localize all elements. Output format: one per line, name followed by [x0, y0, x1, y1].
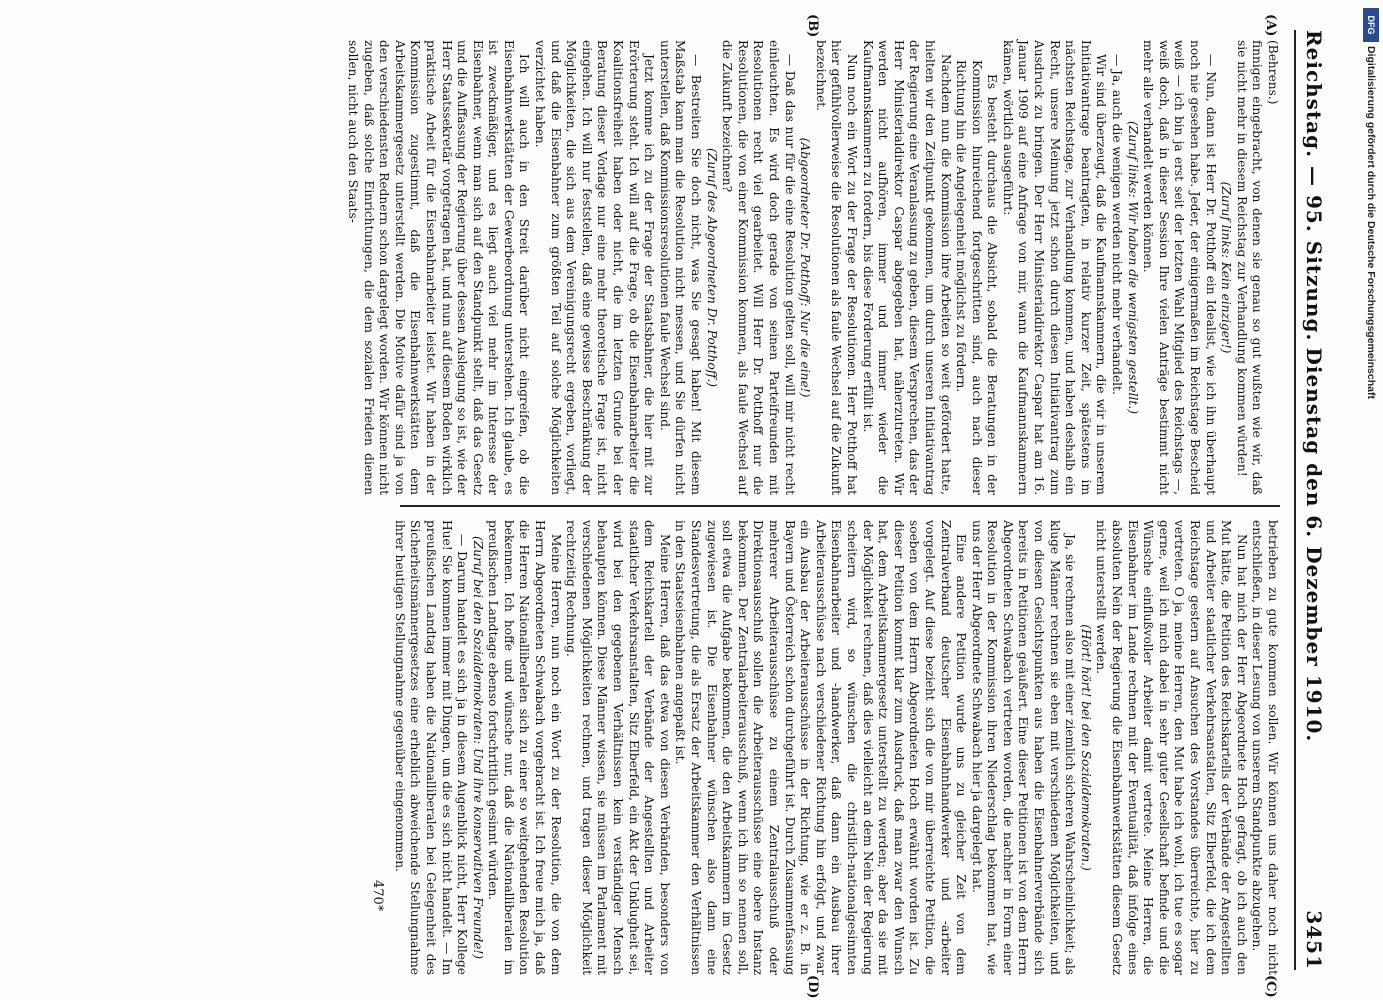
- column-left: [344, 40, 1280, 495]
- paragraph: — Bestreiten Sie doch nicht, was Sie gesagt haben! Mit diesem Maßstab kann man die Resolution nicht messen, und Sie dürfen nicht unterstellen, daß Kommissionsresolutionen faule Wechsel sind.: [657, 40, 704, 495]
- header-left: Reichstag. — 95. Sitzung.: [1302, 30, 1326, 342]
- rotated-page-content: [50, 0, 1340, 1000]
- interjection: (Zuruf des Abgeordneten Dr. Potthoff.): [704, 147, 719, 388]
- page-header: [1294, 30, 1330, 970]
- interjection: (Zuruf links: Kein einziger!): [1219, 181, 1234, 354]
- paragraph: finnigen eingebracht, von denen sie genau so gut wußten wie wir, daß sie nicht mehr in diesem Reichstag zur Verhandlung kommen würden!: [1234, 40, 1265, 495]
- paragraph: Eine andere Petition wurde uns zu gleicher Zeit von dem Zentralverband deutscher Eisenbahnhandwerker und -arbeiter vorgelegt. Auf diese bezieht sich die von mir überreichte Petition, die soeben von dem Herrn Abgeordneten Hoch erwähnt worden ist. Zu dieser Petition kommt klar zum Ausdruck, daß man zwar den Wunsch hat, dem Arbeitskammergesetz unterstellt zu werden; aber da sie mit der Möglichkeit rechnen, daß dies vielleicht an dem Nein der Regierung scheitern wird, so wünschen die christlich-nationalgesinnten Eisenbahnarbeiter und -handwerker, daß dann ein Ausbau ihrer Arbeiterausschüsse nach verschiedener Richtung hin erfolgt, und zwar ein Ausbau der Arbeiterausschüsse in der Richtung, wie er z. B. in Bayern und Österreich schon durchgeführt ist. Durch Zusammenfassung mehrerer Arbeiterausschüsse zu einem Zentralausschuß oder Direktionsausschuß sollen die Arbeiterausschüsse eine obere Instanz bekommen. Der Zentralarbeiterausschuß, wenn ich ihn so nennen soll, soll etwa die Aufgabe bekommen, die den Arbeitskammern im Gesetz zugewiesen ist. Die Eisenbahner wünschen also dann eine Standesvertretung, die als Ersatz der Arbeitskammer den Verhältnissen in den Staatseisenbahnen angepaßt ist.: [673, 520, 969, 975]
- interjection: (Zuruf bei den Sozialdemokraten: Und ihre konservativen Freunde!): [470, 535, 485, 960]
- paragraph: betrieben zu gute kommen sollen. Wir können uns daher noch nicht entschließen, in dieser Lesung von unserem Standpunkte abzugehen.: [1250, 520, 1280, 975]
- interjection: (Zuruf links: Wir haben die wenigsten gestellt.): [1125, 121, 1140, 414]
- interjection: (Hört! hört! bei den Sozialdemokraten.): [1078, 624, 1093, 871]
- paragraph: Jetzt komme ich zu der Frage der Staatsbahner, die hier mit zur Erörterung steht. Ich will auf die Frage, ob die Eisenbahnarbeiter die Koalitionsfreiheit haben oder nicht, die im letzten Grunde bei der Beratung dieser Vorlage nur eine mehr theoretische Frage ist, nicht eingehen. Ich will nur feststellen, daß eine gewisse Beschränkung der Möglichkeiten, die sich aus dem Vereinigungsrecht ergeben, vorliegt, und daß die Eisenbahner zum größten Teil auf solche Möglichkeiten verzichtet haben.: [533, 40, 657, 495]
- header-date: Dienstag den 6. Dezember 1910.: [1302, 347, 1326, 743]
- paragraph: Meine Herren, nun noch ein Wort zu der Resolution, die von dem Herrn Abgeordneten Schwabach vorgebracht ist. Ich freue mich ja, daß die Herren Nationalliberalen sich zu einer so weitgehenden Resolution bekennen. Ich hoffe und wünsche nur, daß die Nationalliberalen im preußischen Landtage ebenso fortschrittlich gesinnt würden.: [486, 520, 563, 975]
- paragraph: — Daß das nur für die eine Resolution gelten soll, will mir nicht recht einleuchten. Es wird doch gerade von seinen Parteifreunden mit Resolutionen recht viel gearbeitet. Will Herr Dr. Potthoff nur die Resolutionen, die von einer Kommission kommen, als faule Wechsel auf die Zukunft bezeichnen?: [720, 40, 797, 495]
- sheet-number: 470*: [370, 880, 385, 912]
- margin-mark-b: (B): [805, 14, 820, 38]
- paragraph: Nun hat mich der Herr Abgeordnete Hoch gefragt, ob ich auch den Mut hätte, die Petition des Reichskartells der Verbände der Angestellten und Arbeiter staatlicher Verkehrsanstalten, Sitz Elberfeld, die ich dem Reichstage gestern auf Ansuchen des Vorstandes überreichte, hier zu vertreten. O ja, meine Herren, den Mut habe ich wohl, ich tue es sogar gerne, weil ich mich dabei in sehr guter Gesellschaft befinde und die Wünsche einflußvoller Arbeiter damit vertrete. Meine Herren, die Eisenbahner im Lande rechnen mit der Eventualität, daß infolge eines absoluten Nein der Regierung die Eisenbahnwerkstätten diesem Gesetz nicht unterstellt werden.: [1094, 520, 1249, 975]
- margin-mark-c: (C): [1263, 975, 1278, 998]
- digitization-sidebar: [1363, 8, 1379, 988]
- quotation: Es besteht durchaus die Absicht, sobald die Beratungen in der Kommission hinreichend fortgeschritten sind, auch nach dieser Richtung hin die Angelegenheit möglichst zu fördern.: [954, 60, 1000, 495]
- margin-mark-d: (D): [805, 975, 820, 999]
- paragraph: Nun noch ein Wort zu der Frage der Resolutionen. Herr Potthoff hat hier gefühlvollerweise die Resolutionen als faule Wechsel auf die Zukunft bezeichnet.: [813, 40, 859, 495]
- paragraph: Ich will auch in den Streit darüber nicht eingreifen, ob die Eisenbahnwerkstätten der Gewerbeordnung unterstehen. Ich glaube, es ist zweckmäßiger, und es liegt auch viel mehr im Interesse der Eisenbahner, wenn man sich auf den Standpunkt stellt, daß das Gesetz und die Auffassung der Regierung über dessen Auslegung so ist, wie der Herr Staatssekretär vorgetragen hat, und nun auf diesem Boden wirklich praktische Arbeit für die Eisenbahnarbeiter leistet. Wir haben in der Kommission zugestimmt, daß die Eisenbahnwerkstätten dem Arbeitskammergesetz unterstellt werden. Die Motive dafür sind ja von den verschiedensten Rednern schon dargelegt worden. Wir können nicht zugeben, daß solche Einrichtungen, die dem sozialen Frieden dienen sollen, nicht auch den Staats-: [345, 40, 532, 495]
- paragraph: — Darum handelt es sich ja in diesem Augenblick nicht, Herr Kollege Hue! Sie kommen immer mit Dingen, um die es sich nicht handelt. — Im preußischen Landtag haben die Nationalliberalen bei Gelegenheit des Sicherheitsmännergesetzes eine erheblich abweichende Stellungnahme ihrer heutigen Stellungnahme gegenüber eingenommen.: [392, 520, 470, 975]
- column-right: [391, 520, 1280, 975]
- column-divider: [400, 505, 1280, 507]
- margin-mark-a: (A): [1263, 14, 1278, 37]
- speaker-label: (Behrens.): [1266, 40, 1280, 105]
- paragraph: Ja, sie rechnen also mit einer ziemlich sicheren Wahrscheinlichkeit; als kluge Männer rechnen sie eben mit verschiedenen Möglichkeiten, und von diesen Gesichtspunkten aus haben die Eisenbahnerverbände sich bereits in Petitionen geäußert. Eine dieser Petitionen ist von dem Herrn Abgeordneten Schwabach vertreten worden, die nachher in Form einer Resolution in der Kommission ihren Niederschlag bekommen hat, wie uns der Herr Abgeordnete Schwabach hier ja dargelegt hat.: [969, 520, 1078, 975]
- dfg-logo: DFG: [1363, 8, 1379, 42]
- paragraph: Meine Herren, daß das etwa von diesen Verbänden, besonders von dem Reichskartell der Verbände der Angestellten und Arbeiter staatlicher Verkehrsanstalten, Sitz Elberfeld, ein Akt der Unklugheit sei, wird bei den gegebenen Verhältnissen kein verständiger Mensch behaupten können. Diese Männer wissen, sie müssen im Parlament mit verschiedenen Möglichkeiten rechnen, und tragen dieser Möglichkeit rechtzeitig Rechnung.: [564, 520, 672, 975]
- digitization-credit: Digitalisierung gefördert durch die Deutsche Forschungsgemeinschaft: [1365, 46, 1377, 399]
- paragraph: Wir sind überzeugt, daß die Kaufmannskammern, die wir in unserem Initiativantrage beantragten, in relativ kurzer Zeit, spätestens im nächsten Reichstage, zur Verhandlung kommen, und haben deshalb ein Recht, unsere Meinung jetzt schon durch diesen Initiativantrag zum Ausdruck zu bringen. Der Herr Ministerialdirektor Caspar hat am 16. Januar 1909 auf eine Anfrage von mir, wann die Kaufmannskammern kämen, wörtlich ausgeführt:: [1000, 40, 1109, 495]
- paragraph: — Nun, dann ist Herr Dr. Potthoff ein Idealist, wie ich ihn überhaupt noch nie gesehen habe. Jeder, der einigermaßen im Reichstage Bescheid weiß — ich bin ja erst seit der letzten Wahl Mitglied des Reichstags —, weiß doch, daß in dieser Session Ihre vielen Anträge bestimmt nicht mehr alle verhandelt werden können.: [1141, 40, 1218, 495]
- paragraph: Nachdem nun die Kommission ihre Arbeiten so weit gefördert hatte, hielten wir den Zeitpunkt gekommen, um durch unseren Initiativantrag der Regierung eine Veranlassung zu geben, diesem Versprechen, das der Herr Ministerialdirektor Caspar abgegeben hat, näherzutreten. Wir werden nicht aufhören, immer und immer wieder die Kaufmannskammern zu fordern, bis diese Forderung erfüllt ist.: [860, 40, 953, 495]
- header-right: [1302, 348, 1326, 970]
- paragraph: — Ja, auch die wenigen werden nicht mehr verhandelt.: [1110, 54, 1125, 395]
- page-number: 3451: [1302, 910, 1326, 970]
- interjection: (Abgeordneter Dr. Potthoff: Nur die eine!): [798, 137, 813, 398]
